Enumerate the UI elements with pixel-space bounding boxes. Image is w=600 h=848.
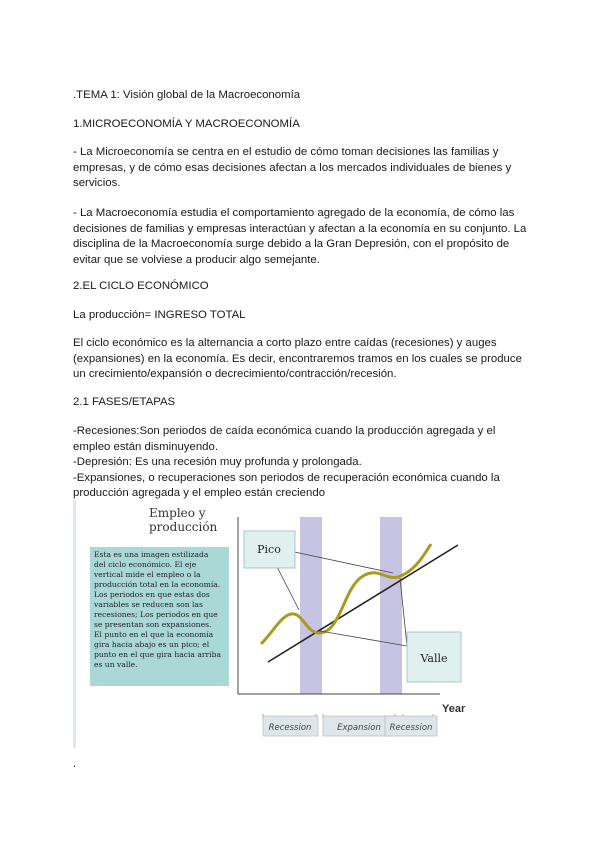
document-heading: .TEMA 1: Visión global de la Macroeconomía	[73, 89, 301, 101]
section-1-title: 1.MICROECONOMÍA Y MACROECONOMÍA	[73, 118, 300, 130]
figure-y-label: Empleo y producción	[149, 506, 218, 534]
caption-line: se presentan son expansiones.	[94, 620, 212, 629]
x-axis-label: Year	[442, 703, 466, 715]
footer-mark: .	[73, 758, 77, 770]
caption-line: punto en el que gira hacia arriba	[94, 650, 221, 659]
recession-band-1	[300, 517, 322, 694]
caption-line: variables se reducen son las	[94, 600, 203, 609]
caption-line: es un valle.	[94, 660, 138, 669]
caption-line: gira hacia abajo es un pico; el	[94, 640, 210, 649]
phase-label-expansion: Expansion	[337, 723, 381, 733]
caption-line: Los periodos en que estas dos	[94, 590, 210, 599]
business-cycle-figure	[73, 500, 483, 748]
peak-label: Pico	[257, 543, 281, 556]
section-2-1-title: 2.1 FASES/ETAPAS	[73, 396, 176, 408]
trough-label: Valle	[420, 652, 448, 665]
phases-list	[73, 424, 533, 502]
phase-label-recession-2: Recession	[389, 723, 433, 733]
phase-recession-item: -Recesiones:Son periodos de caída económica cuando la producción agregada y el empleo están disminuyendo.	[73, 425, 496, 453]
caption-line: Esta es una imagen estilizada	[94, 550, 209, 559]
production-definition: La producción= INGRESO TOTAL	[73, 309, 246, 321]
phase-expansion-item: -Expansiones, o recuperaciones son periodos de recuperación económica cuando la producción agregada y el empleo están creciendo	[73, 471, 500, 499]
caption-line: El punto en el que la economía	[94, 630, 214, 639]
paragraph-micro: - La Microeconomía se centra en el estudio de cómo toman decisiones las familias y empresas, y de cómo esas decisiones afectan a los mercados individuales de bienes y servicios.	[73, 146, 512, 189]
section-2-title: 2.EL CICLO ECONÓMICO	[73, 280, 209, 292]
paragraph-cycle: El ciclo económico es la alternancia a corto plazo entre caídas (recesiones) y auges (expansiones) en la economía. Es decir, encontraremos tramos en los cuales se produce un crecimiento/expansión o decrecimiento/contracción/recesión.	[73, 337, 522, 380]
phase-label-recession-1: Recession	[268, 723, 312, 733]
caption-line: del ciclo económico. El eje	[94, 560, 197, 569]
caption-line: vertical mide el empleo o la	[94, 570, 201, 579]
recession-band-2	[380, 517, 402, 694]
business-cycle-chart	[73, 500, 483, 748]
caption-line: recesiones; Los periodos en que	[94, 610, 218, 619]
phase-depression-item: -Depresión: Es una recesión muy profunda y prolongada.	[73, 456, 362, 468]
paragraph-macro: - La Macroeconomía estudia el comportamiento agregado de la economía, de cómo las decisiones de familias y empresas interactúan y afectan a la economía en su conjunto. La disciplina de la Macroeconomía surge debido a la Gran Depresión, con el propósito de evitar que se volviese a producir algo semejante.	[73, 207, 527, 266]
caption-line: producción total en la economía.	[94, 580, 221, 589]
